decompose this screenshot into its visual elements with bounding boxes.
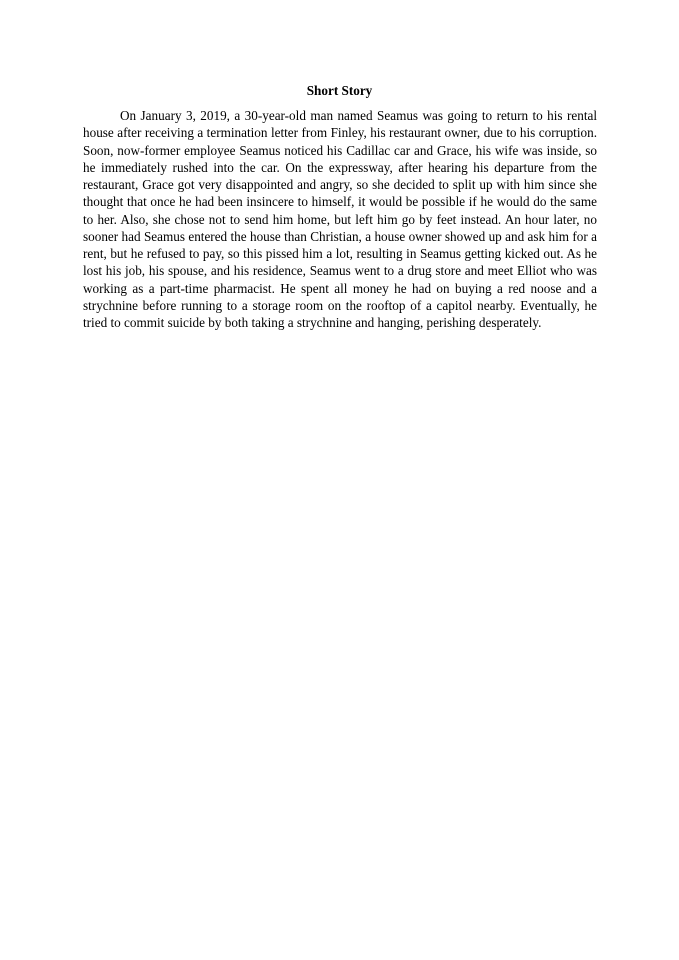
story-paragraph: On January 3, 2019, a 30-year-old man named Seamus was going to return to his rental house after receiving a termination letter from Finley, his restaurant owner, due to his corruption. Soon, now-former employee Seamus noticed his Cadillac car and Grace, his wife was inside, so he immediately rushed into the car. On the expressway, after hearing his departure from the restaurant, Grace got very disappointed and angry, so she decided to split up with him since she thought that once he had been insincere to himself, it would be possible if he would do the same to her. Also, she chose not to send him home, but left him go by feet instead. An hour later, no sooner had Seamus entered the house than Christian, a house owner showed up and ask him for a rent, but he refused to pay, so this pissed him a lot, resulting in Seamus getting kicked out. As he lost his job, his spouse, and his residence, Seamus went to a drug store and meet Elliot who was working as a part-time pharmacist. He spent all money he had on buying a red noose and a strychnine before running to a storage room on the rooftop of a capitol nearby. Eventually, he tried to commit suicide by both taking a strychnine and hanging, perishing desperately. xyxy=(83,108,597,330)
document-title: Short Story xyxy=(306,83,373,98)
